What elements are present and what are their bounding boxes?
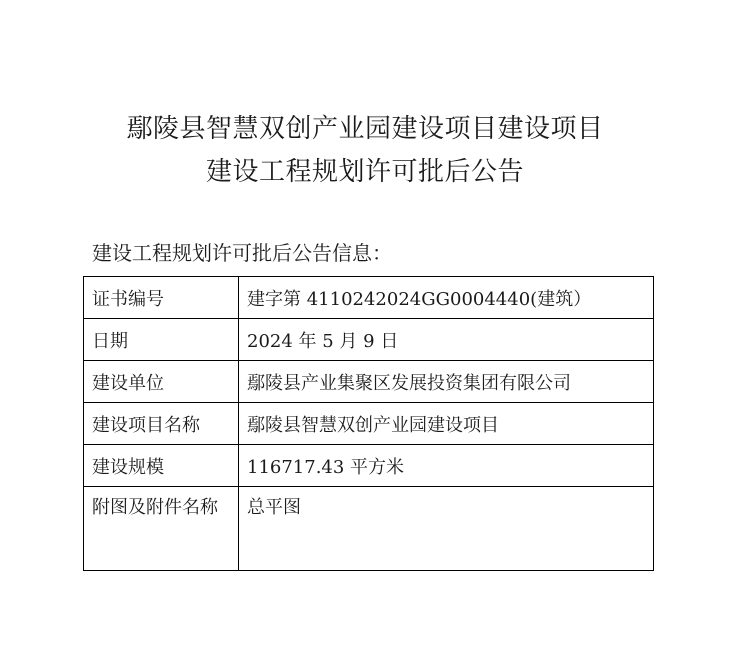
certificate-number-value: 建字第 4110242024GG0004440(建筑） [239,277,654,319]
document-title-line-2: 建设工程规划许可批后公告 [205,157,524,187]
construction-scale-label: 建设规模 [84,445,239,487]
table-row [84,277,654,319]
construction-scale-value: 116717.43 平方米 [239,445,654,487]
table-row [84,361,654,403]
date-value: 2024 年 5 月 9 日 [239,319,654,361]
certificate-number-label: 证书编号 [84,277,239,319]
table-row [84,445,654,487]
table-row [84,403,654,445]
date-label: 日期 [84,319,239,361]
construction-unit-value: 鄢陵县产业集聚区发展投资集团有限公司 [239,361,654,403]
section-heading: 建设工程规划许可批后公告信息： [92,241,392,265]
project-name-label: 建设项目名称 [84,403,239,445]
permit-info-table [83,276,654,571]
document-title-line-1: 鄢陵县智慧双创产业园建设项目建设项目 [126,114,604,144]
attachments-value: 总平图 [239,487,654,571]
construction-unit-label: 建设单位 [84,361,239,403]
table-row [84,487,654,571]
project-name-value: 鄢陵县智慧双创产业园建设项目 [239,403,654,445]
table-row [84,319,654,361]
attachments-label: 附图及附件名称 [84,487,239,571]
